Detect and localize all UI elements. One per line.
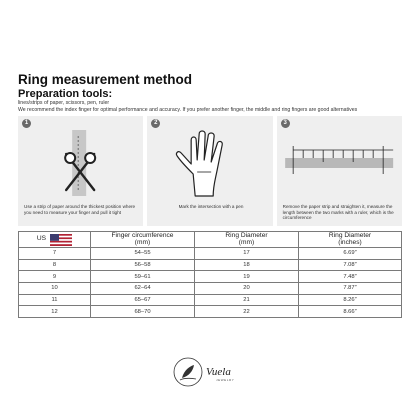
diameter-inches-cell: 7.87″ <box>299 283 402 295</box>
us-size-cell: 11 <box>19 294 91 306</box>
finger-circumference-header: Finger circumference (mm) <box>91 232 195 248</box>
preparation-tools-heading: Preparation tools: <box>18 88 113 100</box>
finger-recommendation: We recommend the index finger for optimal performance and accuracy. If you prefer another finger, the middle and ring fingers are good alternatives <box>18 107 358 113</box>
brand-tagline: JEWELRY <box>216 378 235 382</box>
us-size-cell: 10 <box>19 283 91 295</box>
step-panel-3 <box>277 116 402 226</box>
us-flag-icon <box>50 234 72 246</box>
diameter-mm-cell: 19 <box>195 271 299 283</box>
ring-size-table <box>18 231 402 318</box>
page-title: Ring measurement method <box>18 72 193 87</box>
circumference-cell: 56–58 <box>91 259 195 271</box>
diameter-inches-cell: 8.66″ <box>299 306 402 318</box>
tools-list: lines/strips of paper, scissors, pen, ruler <box>18 100 110 106</box>
diameter-inches-cell: 7.48″ <box>299 271 402 283</box>
diameter-mm-cell: 22 <box>195 306 299 318</box>
circumference-cell: 59–61 <box>91 271 195 283</box>
step-number-badge: 3 <box>281 119 290 128</box>
table-row <box>19 271 402 283</box>
us-size-cell: 7 <box>19 248 91 260</box>
step-panels <box>18 116 402 226</box>
region-label: US <box>36 235 47 243</box>
circumference-cell: 65–67 <box>91 294 195 306</box>
diameter-inches-cell: 7.08″ <box>299 259 402 271</box>
step-panel-2 <box>147 116 272 226</box>
table-row <box>19 259 402 271</box>
diameter-mm-cell: 18 <box>195 259 299 271</box>
diameter-mm-cell: 17 <box>195 248 299 260</box>
circumference-cell: 54–55 <box>91 248 195 260</box>
ring-diameter-mm-header: Ring Diameter (mm) <box>195 232 299 248</box>
step-instruction: Use a strip of paper around the thickest position where you need to measure your finger and pull it tight <box>24 204 136 215</box>
ruler-icon <box>277 128 402 198</box>
leaf-circle-logo <box>174 358 202 386</box>
table-row <box>19 248 402 260</box>
diameter-inches-cell: 8.26″ <box>299 294 402 306</box>
us-size-cell: 8 <box>19 259 91 271</box>
diameter-mm-cell: 21 <box>195 294 299 306</box>
table-row <box>19 294 402 306</box>
circumference-cell: 62–64 <box>91 283 195 295</box>
brand-name: Vuela <box>206 366 231 378</box>
circumference-cell: 68–70 <box>91 306 195 318</box>
table-row <box>19 306 402 318</box>
step-number-badge: 1 <box>22 119 31 128</box>
scissors-paper-icon <box>18 128 143 198</box>
us-size-cell: 9 <box>19 271 91 283</box>
diameter-mm-cell: 20 <box>195 283 299 295</box>
step-instruction: Remove the paper strip and straighten it, measure the length between the two marks with a ruler, which is the circumference <box>282 204 394 221</box>
table-row <box>19 283 402 295</box>
step-panel-1 <box>18 116 143 226</box>
diameter-inches-cell: 6.69″ <box>299 248 402 260</box>
us-size-cell: 12 <box>19 306 91 318</box>
step-number-badge: 2 <box>151 119 160 128</box>
hand-icon <box>147 128 272 198</box>
table-header-row <box>19 232 402 248</box>
step-instruction: Mark the intersection with a pen <box>178 204 244 209</box>
brand-logo <box>168 352 248 392</box>
ring-diameter-inches-header: Ring Diameter (inches) <box>299 232 402 248</box>
us-size-header <box>19 232 91 248</box>
